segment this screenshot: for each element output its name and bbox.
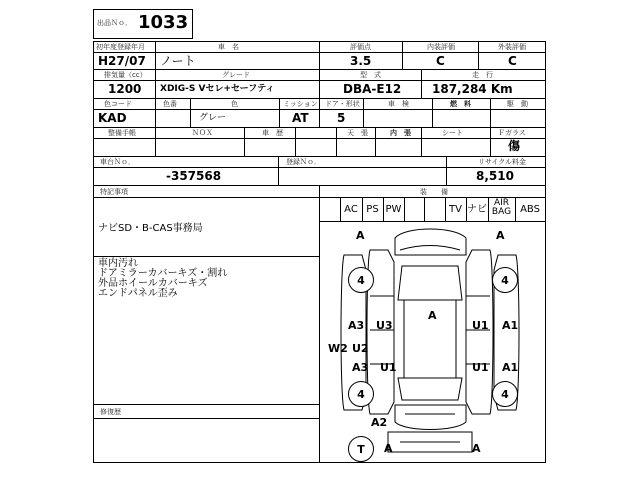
car-name: ノート [160, 54, 196, 68]
special-notes-label: 特記事項 [100, 188, 128, 196]
grade: XDIG-S Vセレ+セーフティ [160, 84, 275, 94]
damage-rear-bumper-right: A [472, 442, 481, 455]
tire-front-left: 4 [348, 267, 374, 293]
damage-right-front-door: U1 [472, 319, 489, 332]
special-notes: ナビSD・B-CAS事務局 [98, 223, 203, 234]
damage-roof: A [428, 309, 437, 322]
history-label: 車 歴 [262, 129, 283, 137]
interior-grade: C [436, 54, 445, 68]
color-code-label: 色コード [104, 100, 132, 108]
condition-notes: 車内汚れ ドアミラーカバーキズ・割れ 外品ホイールカバーキズ エンドパネル歪み [98, 258, 228, 299]
repair-history-label: 修復歴 [100, 408, 121, 416]
damage-left-rear-door: U1 [380, 361, 397, 374]
damage-left-mirror: W2 [328, 342, 348, 355]
equipment-navi: ナビ [467, 204, 487, 215]
damage-left-front-door: U3 [376, 319, 393, 332]
manual-label: 整備手帳 [108, 129, 136, 137]
exterior-label: 外装評価 [498, 43, 526, 51]
damage-front-left: A [356, 229, 365, 242]
damage-right-front-fender: A1 [502, 319, 519, 332]
damage-rear-quarter: A2 [371, 416, 388, 429]
year-label: 初年度登録年月 [96, 43, 145, 51]
fuel-label: 燃 料 [450, 100, 471, 108]
color-label: 色 [231, 100, 238, 108]
doors-label: ドア・形状 [325, 100, 360, 108]
damage-trunk: T [348, 436, 374, 462]
model-code: DBA-E12 [343, 82, 402, 96]
first-registration: H27/07 [98, 54, 146, 68]
inspection-label: 車 検 [388, 100, 409, 108]
registration-label: 登録Ｎｏ． [286, 158, 321, 166]
displacement: 1200 [108, 82, 142, 96]
equipment-airbag: AIR BAG [491, 198, 512, 217]
color: グレー [199, 113, 227, 123]
seat-label: シート [442, 129, 463, 137]
equipment-tv: TV [449, 204, 462, 215]
doors: 5 [337, 111, 346, 125]
exterior-grade: C [508, 54, 517, 68]
damage-left-front-fender: A3 [348, 319, 365, 332]
car-diagram [341, 229, 519, 455]
ceiling-label: 天 張 [347, 129, 368, 137]
car-name-label: 車 名 [218, 43, 239, 51]
chassis-number: -357568 [166, 169, 222, 183]
interior-label: 内装評価 [427, 43, 455, 51]
recycle-fee: 8,510 [476, 169, 514, 183]
mission-label: ミッション [283, 100, 318, 108]
upholstery-label: 内 張 [390, 129, 411, 137]
tire-rear-left: 4 [348, 381, 374, 407]
model-code-label: 型 式 [360, 71, 381, 79]
equipment-label: 装 備 [420, 188, 448, 196]
displacement-label: 排気量（cc） [104, 71, 147, 79]
equipment-ps: PS [366, 204, 379, 215]
color-code: KAD [98, 111, 127, 125]
damage-front-right: A [496, 229, 505, 242]
grade-label: グレード [222, 71, 250, 79]
chassis-label: 車台Ｎｏ． [100, 158, 135, 166]
front-glass: 傷 [508, 139, 521, 153]
tire-rear-right: 4 [492, 381, 518, 407]
equipment-ac: AC [344, 204, 358, 215]
drive-label: 駆 動 [507, 100, 528, 108]
lot-label: 出品Ｎｏ． [97, 19, 132, 27]
lot-number: 1033 [138, 12, 189, 33]
damage-rear-bumper-left: A [384, 442, 393, 455]
tire-front-right: 4 [492, 267, 518, 293]
damage-right-rear-door: U1 [472, 361, 489, 374]
equipment-pw: PW [385, 204, 402, 215]
mileage: 187,284 Km [432, 82, 513, 96]
front-glass-label: Ｆガラス [498, 129, 526, 137]
color-no-label: 色番 [163, 100, 177, 108]
nox-label: ＮＯＸ [192, 129, 213, 137]
damage-left-pillar: U2 [352, 342, 369, 355]
score-label: 評価点 [350, 43, 371, 51]
equipment-abs: ABS [520, 204, 540, 215]
evaluation-score: 3.5 [350, 54, 372, 68]
damage-left-rear: A3 [352, 361, 369, 374]
mileage-label: 走 行 [472, 71, 493, 79]
mission: AT [292, 111, 309, 125]
recycle-label: リサイクル料金 [478, 158, 527, 166]
damage-right-rear: A1 [502, 361, 519, 374]
